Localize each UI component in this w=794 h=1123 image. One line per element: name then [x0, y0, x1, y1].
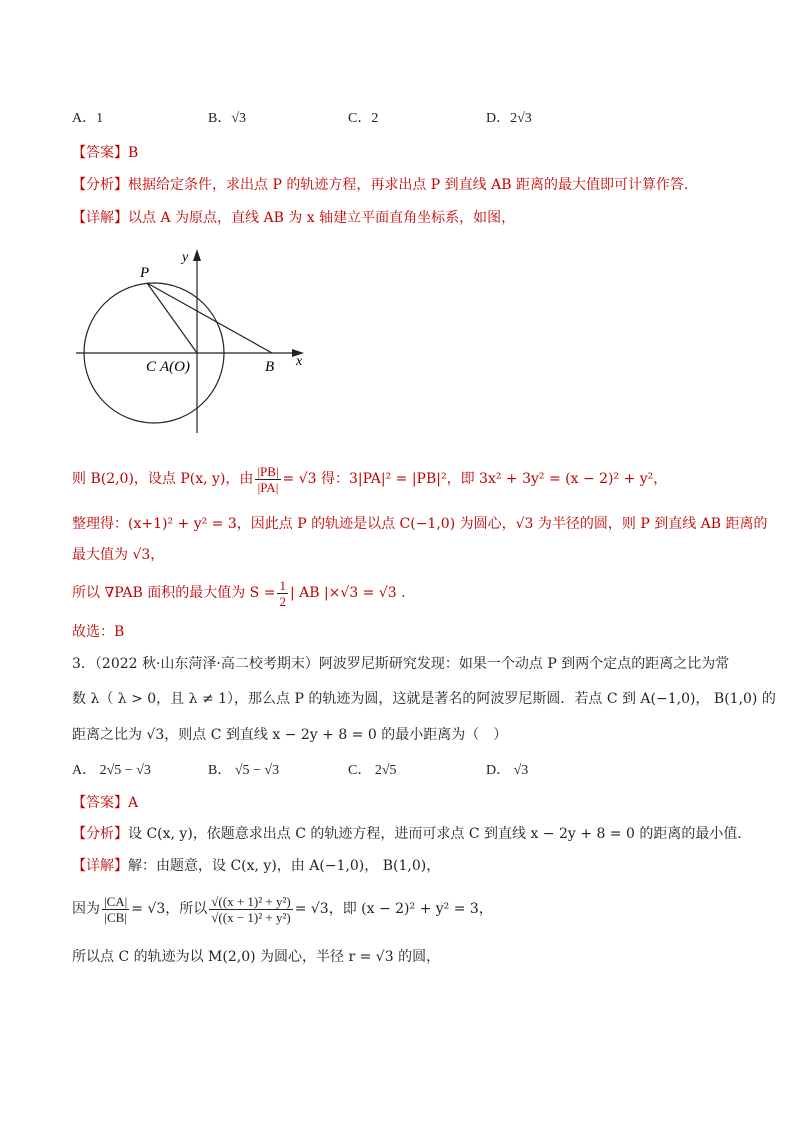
- q3-answer: 【答案】A: [72, 795, 139, 811]
- q3-stem-1: 3．（2022 秋·山东菏泽·高二校考期末）阿波罗尼斯研究发现：如果一个动点 P 到两个定点的距离之比为常: [72, 656, 730, 672]
- fraction-one-half: $\frac{1}{2}$: [279, 577, 286, 609]
- q2-detail: 【详解】以点 A 为原点，直线 AB 为 x 轴建立平面直角坐标系，如图，: [72, 210, 516, 226]
- q3-stem-2: 数 λ（ λ > 0，且 λ ≠ 1），那么点 P 的轨迹为圆，这就是著名的阿波罗尼斯圆．若点 C 到 A(−1,0)， B(1,0) 的: [72, 691, 776, 707]
- q2-derivation-1: 则 B(2,0)，设点 P(x, y)，由 $\frac{|PB|}{|PA|}$ = √3 得：3|PA|² = |PB|²，即 3x² + 3y² = (x − 2)² + y²，: [72, 463, 668, 495]
- label-c: C: [146, 359, 157, 375]
- q3-derivation-2: 所以点 C 的轨迹为以 M(2,0) 为圆心，半径 r = √3 的圆，: [72, 949, 441, 965]
- q3-derivation-1: 因为 $\frac{|CA|}{|CB|}$ = √3，所以 $\frac{\text{√((x + 1)² + y²)}}{\text{√((x − 1)² + y²)}}$ = √3，即 (x − 2)² + y² = 3，: [72, 893, 493, 925]
- fraction-distance-ratio: $\frac{\text{√((x + 1)² + y²)}}{\text{√((x − 1)² + y²)}}$: [211, 893, 291, 925]
- q3-analysis: 【分析】设 C(x, y)，依题意求出点 C 的轨迹方程，进而可求点 C 到直线 x − 2y + 8 = 0 的距离的最小值．: [72, 826, 752, 842]
- q2-option-c: C．2: [348, 111, 379, 126]
- q3-detail: 【详解】解：由题意，设 C(x, y)，由 A(−1,0)， B(1,0)，: [72, 858, 441, 874]
- q2-analysis: 【分析】根据给定条件，求出点 P 的轨迹方程，再求出点 P 到直线 AB 距离的最大值即可计算作答.: [72, 177, 689, 193]
- q3-option-a: A． 2√5 − √3: [72, 763, 151, 778]
- q3-stem-3: 距离之比为 √3，则点 C 到直线 x − 2y + 8 = 0 的最小距离为（ ）: [72, 727, 508, 743]
- segment-pa: [147, 283, 197, 353]
- label-b: B: [265, 359, 275, 375]
- q2-option-d: D．2√3: [486, 111, 532, 126]
- q3-option-c: C． 2√5: [348, 763, 397, 778]
- segment-pb: [147, 283, 272, 353]
- fraction-ca-cb: $\frac{|CA|}{|CB|}$: [104, 893, 128, 925]
- q2-option-a: A．1: [72, 111, 104, 126]
- label-y: y: [182, 250, 189, 265]
- coordinate-figure: [72, 245, 312, 435]
- q2-answer: 【答案】B: [72, 145, 139, 161]
- q3-option-d: D． √3: [486, 763, 529, 778]
- q2-option-b: B．√3: [208, 111, 247, 126]
- q3-option-b: B． √5 − √3: [208, 763, 280, 778]
- label-a: A(O): [160, 359, 190, 375]
- q2-choice: 故选：B: [72, 624, 125, 640]
- label-p: P: [140, 265, 150, 281]
- y-axis-arrow: [193, 249, 201, 261]
- q2-derivation-3: 最大值为 √3，: [72, 547, 165, 563]
- fraction-pb-pa: $\frac{|PB|}{|PA|}$: [257, 463, 279, 495]
- q2-area: 所以 ∇PAB 面积的最大值为 S = $\frac{1}{2}$ | AB |×√3 = √3 .: [72, 577, 406, 609]
- q2-derivation-2: 整理得：(x+1)² + y² = 3，因此点 P 的轨迹是以点 C(−1,0) 为圆心，√3 为半径的圆，则 P 到直线 AB 距离的: [72, 516, 768, 532]
- label-x: x: [296, 354, 303, 369]
